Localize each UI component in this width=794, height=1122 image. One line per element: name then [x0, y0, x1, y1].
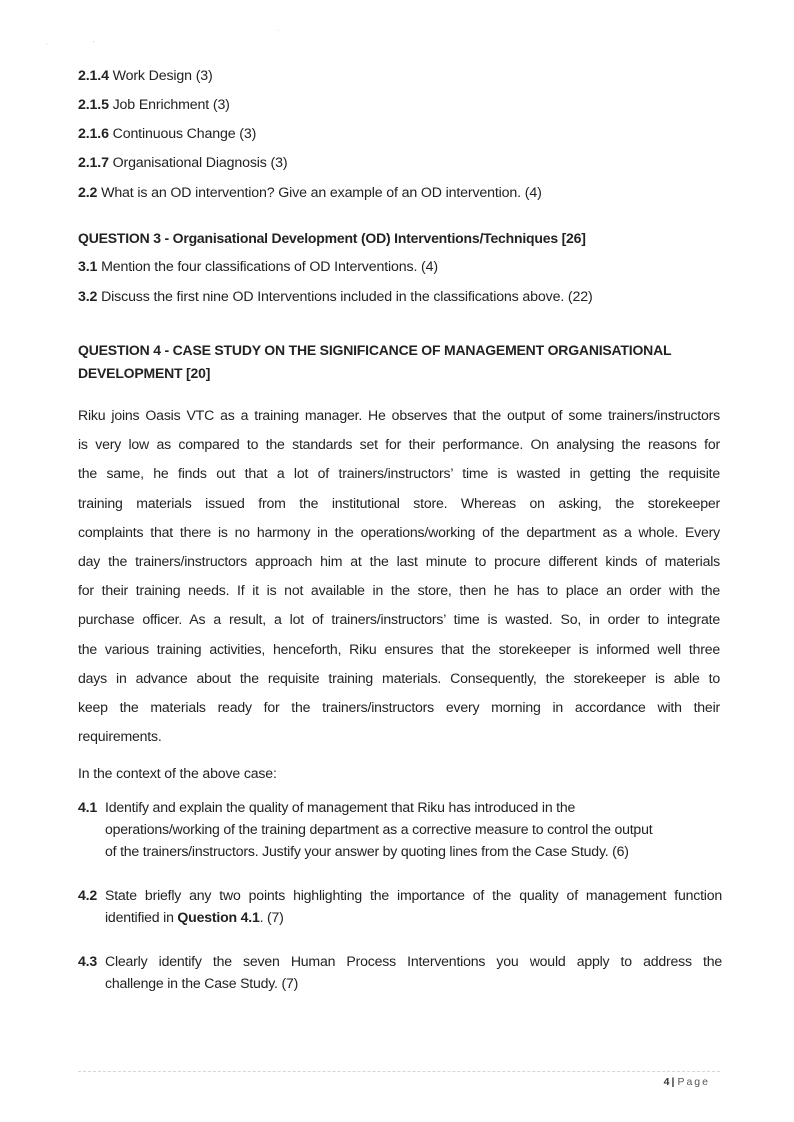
case-study-paragraph [78, 401, 720, 751]
item-number: 3.1 [78, 259, 98, 275]
case-study-line: is very low as compared to the standards set for their performance. On analysing the reasons for [78, 436, 720, 453]
item-number: 3.2 [78, 289, 98, 305]
item-text-fragment: identified in [105, 909, 178, 925]
item-text-line: of the trainers/instructors. Justify your answer by quoting lines from the Case Study. (6) [105, 843, 629, 859]
question-item-2-1-7 [78, 154, 287, 172]
case-study-line: days in advance about the requisite training materials. Consequently, the storekeeper is able to [78, 669, 720, 686]
item-text-line: operations/working of the training department as a corrective measure to control the output [105, 821, 653, 837]
item-number: 2.1.4 [78, 68, 109, 84]
footer-divider [78, 1071, 720, 1072]
item-text [105, 796, 722, 862]
case-study-line: day the trainers/instructors approach him at the last minute to procure different kinds of materials [78, 552, 720, 569]
case-study-line: for their training needs. If it is not available in the store, then he has to place an order with the [78, 582, 720, 599]
question-item-2-1-5 [78, 96, 230, 114]
footer-separator: | [671, 1076, 675, 1088]
page-footer [664, 1076, 710, 1088]
item-text [105, 950, 722, 994]
question-item-3-2 [78, 288, 593, 306]
scan-artifact: · [46, 41, 49, 48]
case-study-line: Riku joins Oasis VTC as a training manager. He observes that the output of some trainers/instructors [78, 407, 720, 423]
case-study-line: complaints that there is no harmony in the operations/working of the department as a whole. Every [78, 523, 720, 540]
case-study-line: training materials issued from the institutional store. Whereas on asking, the storekeeper [78, 494, 720, 511]
item-text: Organisational Diagnosis (3) [112, 155, 288, 171]
item-text: Work Design (3) [112, 68, 213, 84]
question-item-3-1 [78, 258, 438, 276]
question-item-4-3 [78, 950, 722, 994]
question-item-2-1-6 [78, 125, 256, 143]
item-text-fragment: . (7) [259, 909, 284, 925]
item-number: 2.1.5 [78, 97, 109, 113]
scan-artifact: ' [93, 41, 95, 48]
case-study-line: purchase officer. As a result, a lot of trainers/instructors’ time is wasted. So, in order to integrate [78, 611, 720, 628]
scan-artifact: · [277, 27, 280, 34]
item-number: 4.3 [78, 953, 97, 969]
page-label: Page [677, 1076, 710, 1088]
item-number: 4.1 [78, 799, 97, 815]
item-number: 4.2 [78, 887, 97, 903]
case-study-line: the same, he finds out that a lot of trainers/instructors’ time is wasted in getting the requisite [78, 465, 720, 482]
case-study-line: the various training activities, henceforth, Riku ensures that the storekeeper is informed well three [78, 640, 720, 657]
item-number: 2.1.7 [78, 155, 109, 171]
question-reference: Question 4.1 [177, 909, 260, 925]
item-text-line: challenge in the Case Study. (7) [105, 975, 299, 991]
item-text: Mention the four classifications of OD Interventions. (4) [101, 259, 438, 275]
item-text-line: Clearly identify the seven Human Process Interventions you would apply to address the [105, 953, 722, 969]
item-text: Continuous Change (3) [112, 126, 257, 142]
case-study-line: keep the materials ready for the trainers/instructors every morning in accordance with their [78, 698, 720, 715]
question-3-heading: QUESTION 3 - Organisational Development (OD) Interventions/Techniques [26] [78, 230, 586, 246]
question-item-4-1 [78, 796, 722, 862]
item-text: What is an OD intervention? Give an example of an OD intervention. (4) [101, 185, 542, 201]
question-4-heading-line-1: QUESTION 4 - CASE STUDY ON THE SIGNIFICANCE OF MANAGEMENT ORGANISATIONAL [78, 342, 672, 358]
page-number: 4 [663, 1076, 670, 1088]
item-text-line: State briefly any two points highlighting the importance of the quality of management function [105, 887, 722, 903]
item-number: 2.1.6 [78, 126, 109, 142]
item-text: Job Enrichment (3) [112, 97, 230, 113]
question-item-2-2 [78, 184, 542, 202]
case-context-line: In the context of the above case: [78, 765, 277, 781]
case-study-line: requirements. [78, 728, 162, 745]
question-item-4-2 [78, 884, 722, 928]
item-text-line: Identify and explain the quality of management that Riku has introduced in the [105, 799, 576, 815]
item-text-line [105, 906, 722, 928]
item-number: 2.2 [78, 185, 98, 201]
question-item-2-1-4 [78, 67, 213, 85]
question-4-heading-line-2: DEVELOPMENT [20] [78, 365, 211, 381]
item-text: Discuss the first nine OD Interventions included in the classifications above. (22) [101, 289, 593, 305]
item-text [105, 884, 722, 928]
